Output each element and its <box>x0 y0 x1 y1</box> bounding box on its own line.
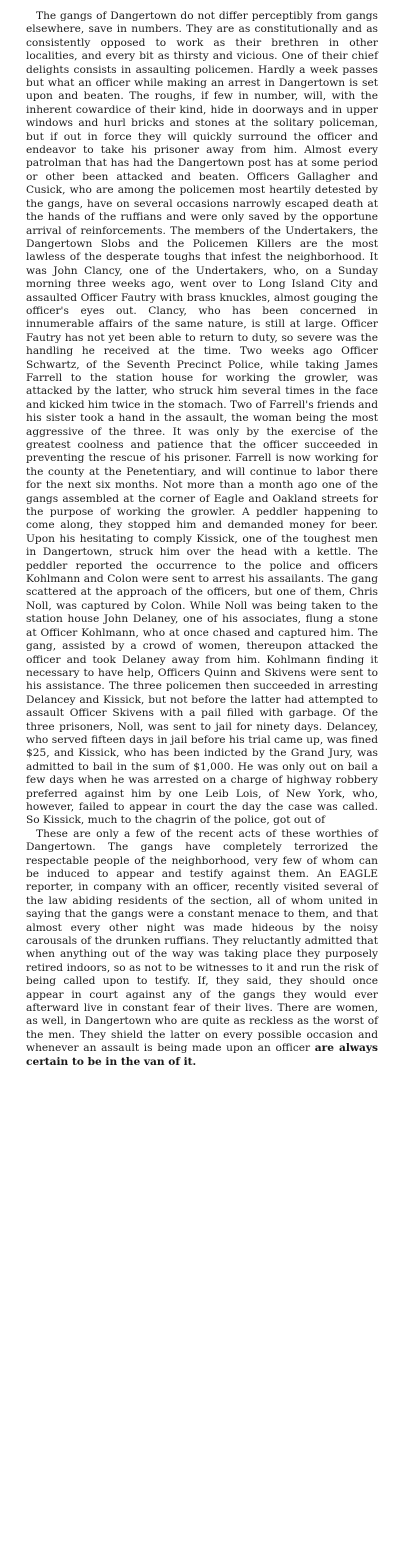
article-column <box>26 10 378 1069</box>
article-paragraph-1: The gangs of Dangertown do not differ perceptibly from gangs elsewhere, save in numbers. They are as constitutionally and as consistently opposed to work as their brethren in other localities, and every bit as thirsty and vicious. One of their chief delights consists in assaulting policemen. Hardly a week passes but what an officer while making an arrest in Dangertown is set upon and beaten. The roughs, if few in number, will, with the inherent cowardice of their kind, hide in doorways and in upper windows and hurl bricks and stones at the solitary policeman, but if out in force they will quickly surround the officer and endeavor to take his prisoner away from him. Almost every patrolman that has had the Dangertown post has at some period or other been attacked and beaten. Officers Gallagher and Cusick, who are among the policemen most heartily detested by the gangs, have on several occasions narrowly escaped death at the hands of the ruffians and were only saved by the opportune arrival of reinforcements. The members of the Undertakers, the Dangertown Slobs and the Policemen Killers are the most lawless of the desperate toughs that infest the neighborhood. It was John Clancy, one of the Undertakers, who, on a Sunday morning three weeks ago, went over to Long Island City and assaulted Officer Fautry with brass knuckles, almost gouging the officer's eyes out. Clancy, who has been concerned in innumerable affairs of the same nature, is still at large. Officer Fautry has not yet been able to return to duty, so severe was the handling he received at the time. Two weeks ago Officer Schwartz, of the Seventh Precinct Police, while taking James Farrell to the station house for working the growler, was attacked by the latter, who struck him several times in the face and kicked him twice in the stomach. Two of Farrell's friends and his sister took a hand in the assault, the woman being the most aggressive of the three. It was only by the exercise of the greatest coolness and patience that the officer succeeded in preventing the rescue of his prisoner. Farrell is now working for the county at the Penetentiary, and will continue to labor there for the next six months. Not more than a month ago one of the gangs assembled at the corner of Eagle and Oakland streets for the purpose of working the growler. A peddler happening to come along, they stopped him and demanded money for beer. Upon his hesitating to comply Kissick, one of the toughest men in Dangertown, struck him over the head with a kettle. The peddler reported the occurrence to the police and officers Kohlmann and Colon were sent to arrest his assailants. The gang scattered at the approach of the officers, but one of them, Chris Noll, was captured by Colon. While Noll was being taken to the station house John Delaney, one of his associates, flung a stone at Officer Kohlmann, who at once chased and captured him. The gang, assisted by a crowd of women, thereupon attacked the officer and took Delaney away from him. Kohlmann finding it necessary to have help, Officers Quinn and Skivens were sent to his assistance. The three policemen then succeeded in arresting Delancey and Kissick, but not before the latter had attempted to assault Officer Skivens with a pail filled with garbage. Of the three prisoners, Noll, was sent to jail for ninety days. Delancey, who served fifteen days in jail before his trial came up, was fined $25, and Kissick, who has been indicted by the Grand Jury, was admitted to bail in the sum of $1,000. He was only out on bail a few days when he was arrested on a charge of highway robbery preferred against him by one Leib Lois, of New York, who, however, failed to appear in court the day the case was called. So Kissick, much to the chagrin of the police, got out of <box>26 10 378 827</box>
article-paragraph-2 <box>26 828 378 1069</box>
article-paragraph-2-ending: are always certain to be in the van of it. <box>26 1042 378 1068</box>
article-paragraph-2-body: These are only a few of the recent acts of these worthies of Dangertown. The gangs have completely terrorized the respectable people of the neighborhood, very few of whom can be induced to appear and testify against them. An EAGLE reporter, in company with an officer, recently visited several of the law abiding residents of the section, all of whom united in saying that the gangs were a constant menace to them, and that almost every other night was made hideous by the noisy carousals of the drunken ruffians. They reluctantly admitted that when anything out of the way was taking place they purposely retired indoors, so as not to be witnesses to it and run the risk of being called upon to testify. If, they said, they should once appear in court against any of the gangs they would ever afterward live in constant fear of their lives. There are women, as well, in Dangertown who are quite as reckless as the worst of the men. They shield the latter on every possible occasion and whenever an assault is being made upon an officer <box>26 827 378 1055</box>
